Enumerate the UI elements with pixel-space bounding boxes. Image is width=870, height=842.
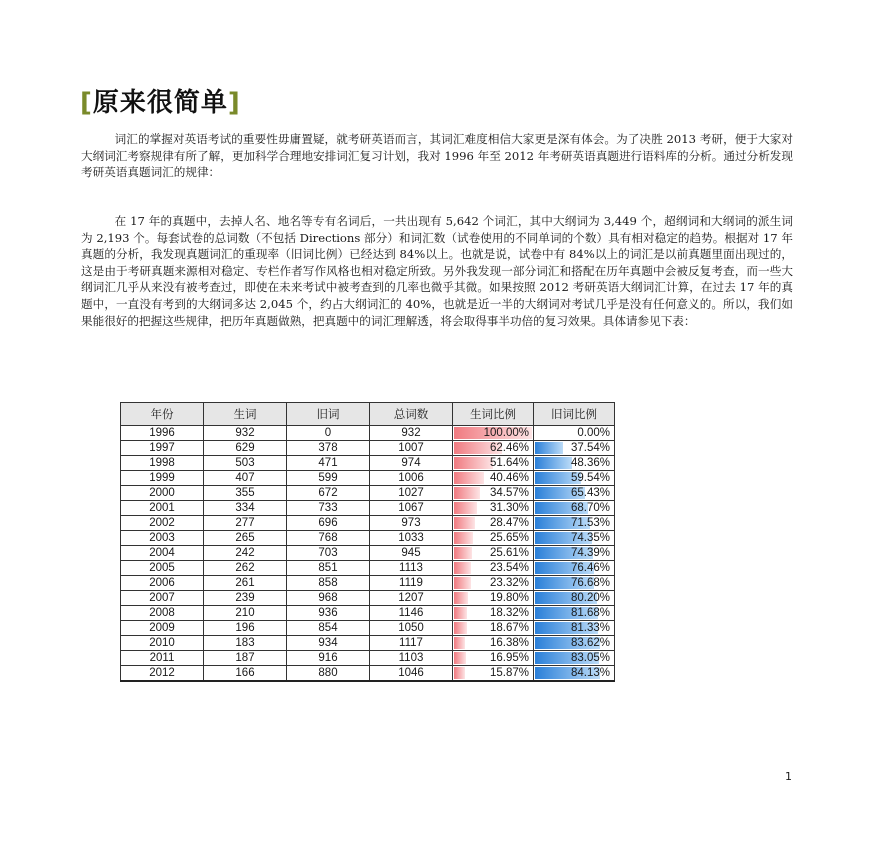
intro-paragraph: 词汇的掌握对英语考试的重要性毋庸置疑，就考研英语而言，其词汇难度相信大家更是深有体会。为了决胜 2013 考研，便于大家对大纲词汇考察规律有所了解，更加科学合理地安排词汇复习计划，我对 1996 年至 2012 年考研英语真题进行语料库的分析。通过分析发现考研英语真题词汇的规律：	[81, 132, 793, 180]
old-ratio-cell	[534, 471, 615, 486]
old-words-cell: 768	[287, 531, 370, 546]
old-ratio-value: 71.53%	[570, 517, 610, 529]
old-ratio-cell	[534, 636, 615, 651]
new-ratio-value: 18.67%	[489, 622, 529, 634]
old-ratio-cell	[534, 486, 615, 501]
old-ratio-value: 83.62%	[570, 637, 610, 649]
new-words-cell: 261	[204, 576, 287, 591]
total-words-cell: 1007	[370, 441, 453, 456]
total-words-cell: 1113	[370, 561, 453, 576]
new-ratio-cell	[453, 636, 534, 651]
new-ratio-cell	[453, 651, 534, 666]
new-ratio-bar	[454, 592, 468, 604]
old-ratio-cell	[534, 621, 615, 636]
total-words-cell: 945	[370, 546, 453, 561]
new-ratio-bar	[454, 577, 471, 589]
new-ratio-value: 31.30%	[489, 502, 529, 514]
total-words-cell: 1146	[370, 606, 453, 621]
old-words-cell: 703	[287, 546, 370, 561]
header-year: 年份	[121, 403, 204, 426]
new-words-cell: 166	[204, 666, 287, 682]
new-words-cell: 210	[204, 606, 287, 621]
year-cell: 2010	[121, 636, 204, 651]
new-ratio-bar	[454, 472, 484, 484]
year-cell: 1997	[121, 441, 204, 456]
year-cell: 2011	[121, 651, 204, 666]
new-ratio-cell	[453, 546, 534, 561]
title-text: 原来很简单	[92, 88, 228, 118]
new-ratio-bar	[454, 622, 467, 634]
year-cell: 2005	[121, 561, 204, 576]
table-row	[121, 546, 615, 561]
new-ratio-cell	[453, 486, 534, 501]
table-row	[121, 636, 615, 651]
new-ratio-bar	[454, 667, 465, 679]
new-ratio-value: 25.61%	[489, 547, 529, 559]
new-ratio-value: 18.32%	[489, 607, 529, 619]
new-ratio-bar	[454, 637, 465, 649]
total-words-cell: 974	[370, 456, 453, 471]
old-ratio-value: 0.00%	[577, 427, 610, 439]
header-new-ratio: 生词比例	[453, 403, 534, 426]
table-row	[121, 591, 615, 606]
new-words-cell: 503	[204, 456, 287, 471]
old-ratio-cell	[534, 546, 615, 561]
new-ratio-bar	[454, 532, 473, 544]
new-ratio-bar	[454, 562, 471, 574]
old-ratio-value: 37.54%	[570, 442, 610, 454]
new-ratio-cell	[453, 426, 534, 441]
old-words-cell: 672	[287, 486, 370, 501]
new-words-cell: 242	[204, 546, 287, 561]
page-title	[80, 82, 241, 119]
old-ratio-value: 68.70%	[570, 502, 610, 514]
new-ratio-value: 51.64%	[489, 457, 529, 469]
new-words-cell: 407	[204, 471, 287, 486]
new-ratio-value: 40.46%	[489, 472, 529, 484]
old-words-cell: 858	[287, 576, 370, 591]
old-ratio-value: 80.20%	[570, 592, 610, 604]
new-ratio-bar	[454, 547, 472, 559]
new-ratio-bar	[454, 487, 480, 499]
year-cell: 1999	[121, 471, 204, 486]
new-ratio-value: 16.38%	[489, 637, 529, 649]
new-ratio-bar	[454, 502, 477, 514]
old-ratio-bar	[535, 457, 572, 469]
old-ratio-value: 59.54%	[570, 472, 610, 484]
new-words-cell: 265	[204, 531, 287, 546]
old-ratio-cell	[534, 606, 615, 621]
old-words-cell: 916	[287, 651, 370, 666]
old-words-cell: 599	[287, 471, 370, 486]
old-ratio-value: 81.68%	[570, 607, 610, 619]
new-ratio-value: 100.00%	[483, 427, 529, 439]
table-row	[121, 606, 615, 621]
new-words-cell: 239	[204, 591, 287, 606]
old-ratio-cell	[534, 591, 615, 606]
table-row	[121, 501, 615, 516]
page-number: 1	[785, 770, 792, 783]
year-cell: 2000	[121, 486, 204, 501]
year-cell: 2001	[121, 501, 204, 516]
old-ratio-cell	[534, 576, 615, 591]
table-body	[121, 426, 615, 682]
new-ratio-cell	[453, 501, 534, 516]
old-words-cell: 854	[287, 621, 370, 636]
old-ratio-value: 84.13%	[570, 667, 610, 679]
table-row	[121, 621, 615, 636]
new-ratio-value: 34.57%	[489, 487, 529, 499]
table-row	[121, 441, 615, 456]
old-ratio-value: 76.46%	[570, 562, 610, 574]
new-words-cell: 196	[204, 621, 287, 636]
new-words-cell: 187	[204, 651, 287, 666]
old-words-cell: 880	[287, 666, 370, 682]
new-ratio-cell	[453, 591, 534, 606]
old-ratio-value: 74.39%	[570, 547, 610, 559]
total-words-cell: 1117	[370, 636, 453, 651]
new-ratio-cell	[453, 561, 534, 576]
old-ratio-cell	[534, 501, 615, 516]
new-ratio-cell	[453, 666, 534, 682]
old-ratio-bar	[535, 442, 563, 454]
year-cell: 2008	[121, 606, 204, 621]
new-ratio-cell	[453, 576, 534, 591]
new-ratio-cell	[453, 441, 534, 456]
year-cell: 2012	[121, 666, 204, 682]
total-words-cell: 1067	[370, 501, 453, 516]
new-ratio-value: 16.95%	[489, 652, 529, 664]
new-ratio-value: 62.46%	[489, 442, 529, 454]
old-ratio-value: 48.36%	[570, 457, 610, 469]
new-ratio-value: 15.87%	[489, 667, 529, 679]
old-ratio-cell	[534, 441, 615, 456]
new-words-cell: 355	[204, 486, 287, 501]
old-ratio-cell	[534, 666, 615, 682]
new-ratio-bar	[454, 457, 493, 469]
year-cell: 2003	[121, 531, 204, 546]
header-old-words: 旧词	[287, 403, 370, 426]
title-close-bracket: ]	[227, 88, 241, 118]
old-ratio-value: 83.05%	[570, 652, 610, 664]
old-words-cell: 471	[287, 456, 370, 471]
old-ratio-cell	[534, 426, 615, 441]
table-row	[121, 561, 615, 576]
total-words-cell: 973	[370, 516, 453, 531]
new-words-cell: 629	[204, 441, 287, 456]
year-cell: 1996	[121, 426, 204, 441]
new-ratio-cell	[453, 456, 534, 471]
total-words-cell: 1207	[370, 591, 453, 606]
old-words-cell: 934	[287, 636, 370, 651]
total-words-cell: 1033	[370, 531, 453, 546]
total-words-cell: 1027	[370, 486, 453, 501]
table-row	[121, 531, 615, 546]
table-row	[121, 651, 615, 666]
new-ratio-cell	[453, 531, 534, 546]
total-words-cell: 1006	[370, 471, 453, 486]
old-ratio-cell	[534, 516, 615, 531]
old-ratio-value: 65.43%	[570, 487, 610, 499]
table-row	[121, 471, 615, 486]
old-ratio-value: 74.35%	[570, 532, 610, 544]
year-cell: 2007	[121, 591, 204, 606]
table-row	[121, 486, 615, 501]
table-row	[121, 666, 615, 682]
table-row	[121, 456, 615, 471]
old-words-cell: 696	[287, 516, 370, 531]
table-row	[121, 426, 615, 441]
header-new-words: 生词	[204, 403, 287, 426]
new-words-cell: 932	[204, 426, 287, 441]
year-cell: 1998	[121, 456, 204, 471]
old-words-cell: 936	[287, 606, 370, 621]
new-ratio-value: 25.65%	[489, 532, 529, 544]
total-words-cell: 1103	[370, 651, 453, 666]
new-ratio-value: 19.80%	[489, 592, 529, 604]
total-words-cell: 1119	[370, 576, 453, 591]
total-words-cell: 1046	[370, 666, 453, 682]
year-cell: 2002	[121, 516, 204, 531]
year-cell: 2004	[121, 546, 204, 561]
new-words-cell: 183	[204, 636, 287, 651]
new-ratio-value: 23.32%	[489, 577, 529, 589]
old-words-cell: 733	[287, 501, 370, 516]
new-ratio-bar	[454, 652, 466, 664]
old-ratio-value: 76.68%	[570, 577, 610, 589]
new-words-cell: 277	[204, 516, 287, 531]
total-words-cell: 1050	[370, 621, 453, 636]
old-words-cell: 968	[287, 591, 370, 606]
table-header-row	[121, 403, 615, 426]
new-words-cell: 334	[204, 501, 287, 516]
new-ratio-cell	[453, 606, 534, 621]
old-ratio-cell	[534, 651, 615, 666]
table-row	[121, 576, 615, 591]
new-ratio-value: 23.54%	[489, 562, 529, 574]
vocabulary-table	[120, 402, 615, 682]
old-ratio-cell	[534, 531, 615, 546]
year-cell: 2006	[121, 576, 204, 591]
old-words-cell: 0	[287, 426, 370, 441]
analysis-paragraph: 在 17 年的真题中，去掉人名、地名等专有名词后，一共出现有 5,642 个词汇，其中大纲词为 3,449 个，超纲词和大纲词的派生词为 2,193 个。每套试卷的总词数（不包括 Directions 部分）和词汇数（试卷使用的不同单词的个数）具有相对稳定的趋势。根据对 17 年真题的分析，我发现真题词汇的重现率（旧词比例）已经达到 84%以上。也就是说，试卷中有 84%以上的词汇是以前真题里面出现过的，这是由于考研真题来源相对稳定、专栏作者写作风格也相对稳定所致。另外我发现一部分词汇和搭配在历年真题中会被反复考查，而一些大纲词汇几乎从来没有被考查过，即使在未来考试中被考查到的几率也微乎其微。如果按照 2012 考研英语大纲词汇计算，在过去 17 年的真题中，一直没有考到的大纲词多达 2,045 个，约占大纲词汇的 40%，也就是近一半的大纲词对考试几乎是没有任何意义的。所以，我们如果能很好的把握这些规律，把历年真题做熟，把真题中的词汇理解透，将会取得事半功倍的复习效果。具体请参见下表：	[81, 214, 793, 328]
new-ratio-cell	[453, 621, 534, 636]
total-words-cell: 932	[370, 426, 453, 441]
old-words-cell: 378	[287, 441, 370, 456]
year-cell: 2009	[121, 621, 204, 636]
new-ratio-cell	[453, 471, 534, 486]
new-ratio-bar	[454, 607, 467, 619]
old-ratio-value: 81.33%	[570, 622, 610, 634]
new-ratio-cell	[453, 516, 534, 531]
old-words-cell: 851	[287, 561, 370, 576]
old-ratio-cell	[534, 561, 615, 576]
header-old-ratio: 旧词比例	[534, 403, 615, 426]
title-open-bracket: [	[80, 88, 93, 118]
old-ratio-cell	[534, 456, 615, 471]
table-row	[121, 516, 615, 531]
new-words-cell: 262	[204, 561, 287, 576]
header-total-words: 总词数	[370, 403, 453, 426]
new-ratio-value: 28.47%	[489, 517, 529, 529]
new-ratio-bar	[454, 517, 475, 529]
